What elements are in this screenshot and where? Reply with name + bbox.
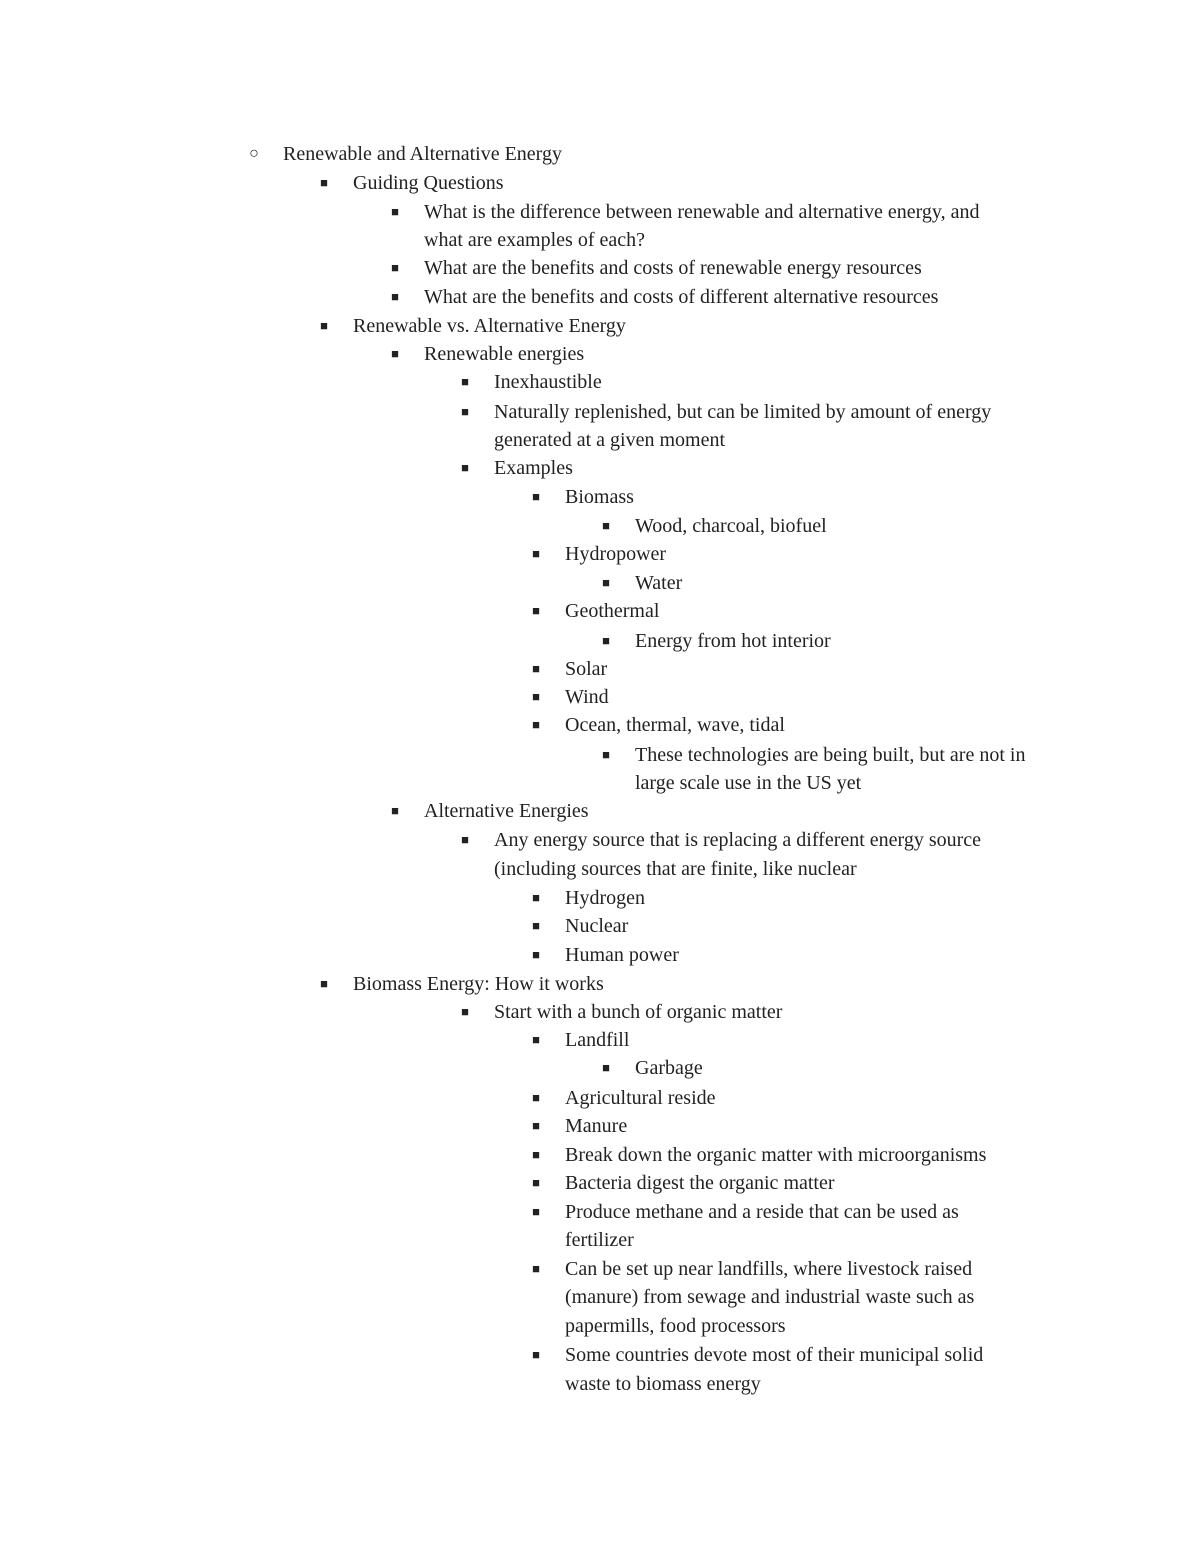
square-bullet-icon: ■ <box>391 204 399 219</box>
square-bullet-icon: ■ <box>532 1147 540 1162</box>
square-bullet-icon: ■ <box>532 947 540 962</box>
outline-item-text: Alternative Energies <box>424 800 589 822</box>
hollow-circle-bullet-icon: ○ <box>249 145 259 162</box>
square-bullet-icon: ■ <box>461 460 469 475</box>
square-bullet-icon: ■ <box>532 1261 540 1276</box>
outline-item-text: Wind <box>565 686 609 708</box>
square-bullet-icon: ■ <box>532 1090 540 1105</box>
square-bullet-icon: ■ <box>532 717 540 732</box>
square-bullet-icon: ■ <box>320 175 328 190</box>
outline-item-text: large scale use in the US yet <box>635 772 862 794</box>
square-bullet-icon: ■ <box>461 1004 469 1019</box>
square-bullet-icon: ■ <box>532 489 540 504</box>
square-bullet-icon: ■ <box>532 1032 540 1047</box>
outline-item-text: What are the benefits and costs of different alternative resources <box>424 286 939 308</box>
outline-item-text: Guiding Questions <box>353 172 504 194</box>
square-bullet-icon: ■ <box>391 260 399 275</box>
square-bullet-icon: ■ <box>461 404 469 419</box>
outline-item-text: (including sources that are finite, like nuclear <box>494 858 857 880</box>
square-bullet-icon: ■ <box>602 575 610 590</box>
outline-item-text: Biomass <box>565 486 634 508</box>
square-bullet-icon: ■ <box>532 1204 540 1219</box>
outline-item-text: Renewable and Alternative Energy <box>283 143 562 165</box>
outline-item-text: what are examples of each? <box>424 229 645 251</box>
outline-item-text: Nuclear <box>565 915 629 937</box>
outline-item-text: Bacteria digest the organic matter <box>565 1172 835 1194</box>
outline-item-text: Produce methane and a reside that can be used as <box>565 1201 959 1223</box>
outline-item-text: Break down the organic matter with microorganisms <box>565 1144 987 1166</box>
outline-item-text: Start with a bunch of organic matter <box>494 1001 783 1023</box>
outline-item-text: Naturally replenished, but can be limited by amount of energy <box>494 401 992 423</box>
outline-item-text: (manure) from sewage and industrial waste such as <box>565 1286 975 1308</box>
outline-item-text: generated at a given moment <box>494 429 726 451</box>
outline-item-text: Landfill <box>565 1029 630 1051</box>
square-bullet-icon: ■ <box>532 1118 540 1133</box>
outline-item-text: Inexhaustible <box>494 371 602 393</box>
outline-item-text: Garbage <box>635 1057 703 1079</box>
square-bullet-icon: ■ <box>532 603 540 618</box>
outline-item-text: What are the benefits and costs of renewable energy resources <box>424 257 922 279</box>
square-bullet-icon: ■ <box>532 1175 540 1190</box>
outline-item-text: Can be set up near landfills, where livestock raised <box>565 1258 973 1280</box>
square-bullet-icon: ■ <box>461 832 469 847</box>
outline-item-text: Solar <box>565 658 608 680</box>
outline-item-text: Any energy source that is replacing a different energy source <box>494 829 982 851</box>
square-bullet-icon: ■ <box>320 976 328 991</box>
square-bullet-icon: ■ <box>532 918 540 933</box>
square-bullet-icon: ■ <box>602 747 610 762</box>
outline-item-text: Human power <box>565 944 679 966</box>
outline-item-text: Renewable vs. Alternative Energy <box>353 315 626 337</box>
square-bullet-icon: ■ <box>320 318 328 333</box>
outline-item-text: Examples <box>494 457 573 479</box>
outline-item-text: Manure <box>565 1115 628 1137</box>
outline-item-text: What is the difference between renewable and alternative energy, and <box>424 201 980 223</box>
square-bullet-icon: ■ <box>532 1347 540 1362</box>
outline-item-text: fertilizer <box>565 1229 634 1251</box>
outline-item-text: waste to biomass energy <box>565 1373 761 1395</box>
outline-item-text: papermills, food processors <box>565 1315 786 1337</box>
outline-item-text: Wood, charcoal, biofuel <box>635 515 827 537</box>
square-bullet-icon: ■ <box>532 661 540 676</box>
outline-item-text: Agricultural reside <box>565 1087 716 1109</box>
outline-item-text: Geothermal <box>565 600 660 622</box>
outline-item-text: Hydropower <box>565 543 667 565</box>
square-bullet-icon: ■ <box>391 289 399 304</box>
square-bullet-icon: ■ <box>532 546 540 561</box>
outline-item-text: Biomass Energy: How it works <box>353 973 604 995</box>
outline-item-text: Ocean, thermal, wave, tidal <box>565 714 785 736</box>
square-bullet-icon: ■ <box>602 518 610 533</box>
outline-item-text: Hydrogen <box>565 887 645 909</box>
outline-item-text: Energy from hot interior <box>635 630 831 652</box>
square-bullet-icon: ■ <box>391 803 399 818</box>
square-bullet-icon: ■ <box>602 1060 610 1075</box>
outline-item-text: These technologies are being built, but are not in <box>635 744 1026 766</box>
outline-item-text: Renewable energies <box>424 343 585 365</box>
square-bullet-icon: ■ <box>391 346 399 361</box>
outline-item-text: Some countries devote most of their municipal solid <box>565 1344 984 1366</box>
square-bullet-icon: ■ <box>532 689 540 704</box>
square-bullet-icon: ■ <box>532 890 540 905</box>
square-bullet-icon: ■ <box>602 633 610 648</box>
square-bullet-icon: ■ <box>461 374 469 389</box>
outline-item-text: Water <box>635 572 683 594</box>
